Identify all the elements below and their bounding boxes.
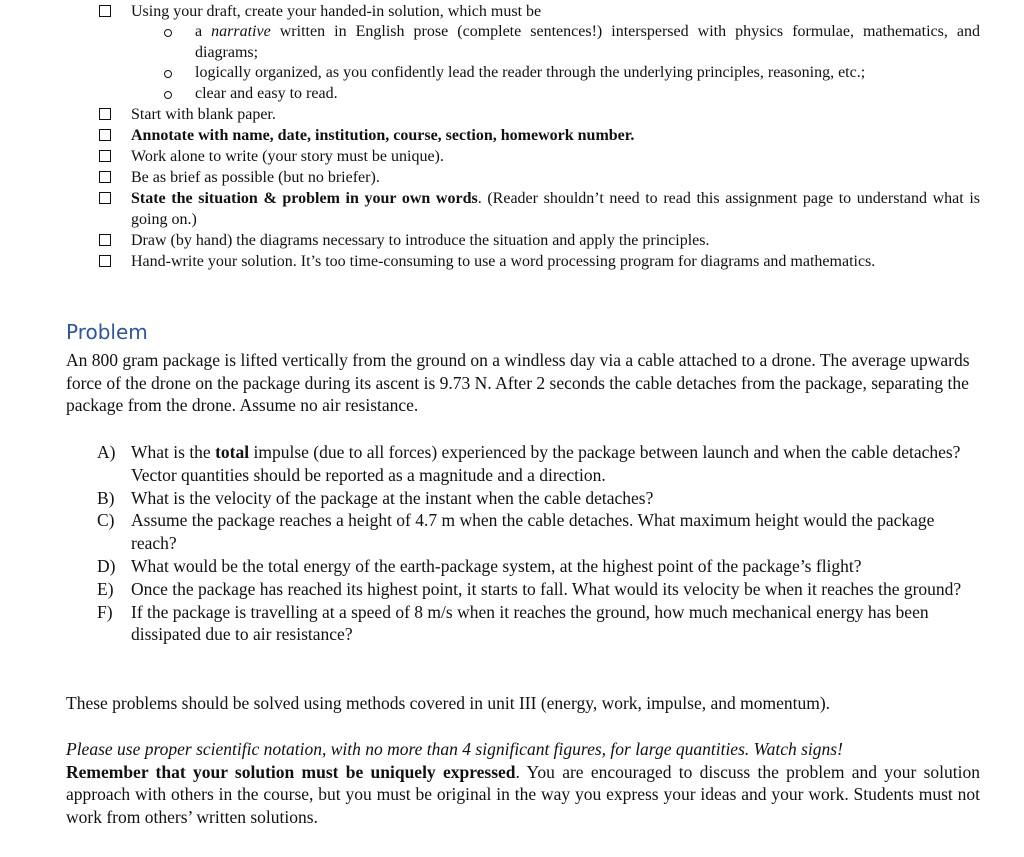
question-text: If the package is travelling at a speed of 8 m/s when it reaches the ground, how much mechanical energy has been dissipated due to air resistance? — [131, 601, 929, 645]
checklist-item-text: Work alone to write (your story must be unique). — [131, 148, 444, 165]
question-text: What is the — [131, 442, 216, 462]
question-item — [97, 487, 980, 510]
checklist-item — [96, 125, 980, 146]
checklist-item-text: Using your draft, create your handed-in solution, which must be — [131, 3, 542, 20]
question-letter: B) — [97, 487, 115, 508]
checkbox-icon[interactable] — [99, 5, 111, 17]
sub-text: a — [195, 23, 212, 40]
checklist-item — [96, 1, 980, 104]
checklist-item-text: Annotate with name, date, institution, course, section, homework number. — [131, 127, 635, 144]
checklist-item-text: . (Reader shouldn’t need to read this assignment page to understand what is going on.) — [131, 190, 981, 228]
checkbox-icon[interactable] — [99, 255, 111, 267]
question-letter: A) — [97, 442, 116, 462]
checkbox-icon[interactable] — [99, 192, 111, 204]
checklist-item — [96, 104, 980, 125]
question-text: What is the velocity of the package at the instant when the cable detaches? — [131, 487, 654, 508]
checkbox-icon[interactable] — [99, 129, 111, 141]
checkbox-icon[interactable] — [99, 234, 111, 246]
sub-requirement-item — [195, 22, 980, 63]
problem-heading: Problem — [66, 320, 148, 344]
checkbox-icon[interactable] — [99, 108, 111, 120]
notation-instruction: Please use proper scientific notation, with no more than 4 significant figures, for large quantities. Watch signs! — [66, 739, 843, 759]
checklist-item — [96, 251, 980, 272]
question-text: Once the package has reached its highest point, it starts to fall. What would its velocity be when it reaches the ground? — [131, 578, 962, 599]
question-letter: C) — [97, 510, 115, 531]
question-item — [97, 578, 980, 601]
hollow-circle-bullet-icon — [164, 29, 172, 37]
checklist-item — [96, 188, 980, 230]
checklist-item — [96, 167, 980, 188]
sub-text: clear and easy to read. — [195, 84, 338, 102]
unit-note: These problems should be solved using methods covered in unit III (energy, work, impulse, and momentum). — [66, 693, 831, 713]
sub-requirements-list — [131, 22, 980, 104]
question-letter: E) — [97, 578, 114, 599]
checklist-item-text: Draw (by hand) the diagrams necessary to introduce the situation and apply the principles. — [131, 232, 710, 249]
question-item — [97, 441, 980, 487]
sub-text: written in English prose (complete sentences!) interspersed with physics formulae, mathematics, and diagrams; — [195, 23, 980, 61]
hollow-circle-bullet-icon — [164, 70, 172, 78]
checklist-item-bold-text: State the situation & problem in your own words — [131, 190, 478, 207]
sub-requirement-item — [195, 84, 980, 105]
question-text: What would be the total energy of the earth-package system, at the highest point of the package’s flight? — [131, 555, 862, 576]
question-text: impulse (due to all forces) experienced by the package between launch and when the cable detaches? Vector quantities should be reported as a magnitude and a direction. — [131, 442, 961, 485]
checkbox-icon[interactable] — [99, 150, 111, 162]
sub-text-italic: narrative — [211, 23, 271, 40]
question-letter: D) — [97, 555, 116, 576]
question-item — [97, 509, 980, 555]
hollow-circle-bullet-icon — [164, 91, 172, 99]
sub-text: logically organized, as you confidently lead the reader through the underlying principles, reasoning, etc.; — [195, 64, 866, 81]
question-text: Assume the package reaches a height of 4.7 m when the cable detaches. What maximum height would the package reach? — [131, 510, 935, 554]
problem-statement: An 800 gram package is lifted vertically from the ground on a windless day via a cable attached to a drone. The average upwards force of the drone on the package during its ascent is 9.73 N. After 2 seconds the cable detaches from the package, separating the package from the drone. Assume no air resistance. — [66, 350, 970, 415]
uniqueness-reminder: Remember that your solution must be uniquely expressed — [66, 761, 516, 782]
checklist-item — [96, 230, 980, 251]
collaboration-policy: . You are encouraged to discuss the problem and your solution approach with others in the course, but you must be original in the way you express your ideas and your work. Students must not work from others’ written solutions. — [66, 761, 981, 827]
question-item — [97, 601, 980, 647]
instructions-paragraph — [66, 738, 980, 828]
question-list — [97, 441, 980, 646]
question-letter: F) — [97, 601, 113, 622]
question-item — [97, 555, 980, 578]
sub-requirement-item — [195, 63, 980, 84]
checklist-item — [96, 146, 980, 167]
requirements-checklist — [96, 1, 980, 272]
checkbox-icon[interactable] — [99, 171, 111, 183]
checklist-item-text: Hand-write your solution. It’s too time-consuming to use a word processing program for diagrams and mathematics. — [131, 253, 876, 270]
checklist-item-text: Be as brief as possible (but no briefer). — [131, 169, 380, 186]
checklist-item-text: Start with blank paper. — [131, 106, 276, 123]
question-text-bold: total — [215, 442, 250, 462]
